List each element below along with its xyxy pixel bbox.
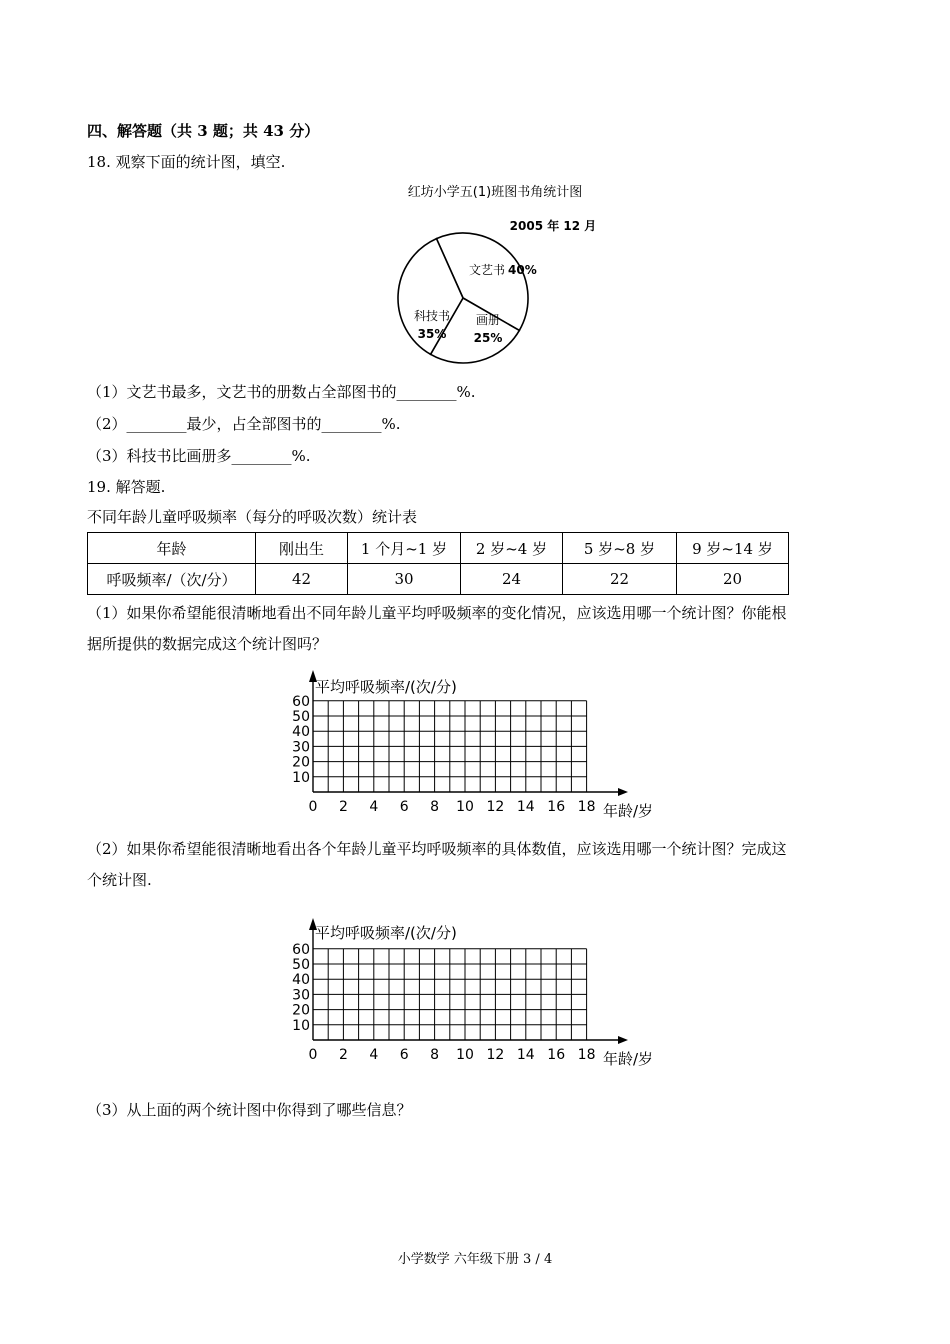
y-tick-label: 50 [292,957,310,973]
x-tick-label: 18 [577,1047,596,1063]
x-tick-label: 14 [516,1047,535,1063]
y-tick-label: 10 [292,769,310,786]
q19-sub3: （3）从上面的两个统计图中你得到了哪些信息？ [87,1101,412,1119]
x-tick-label: 6 [399,799,409,815]
x-axis-arrow [618,788,628,796]
breathing-rate-table [87,532,789,595]
y-tick-label: 60 [292,693,310,710]
slice-label-keji: 科技书 [413,309,451,323]
question-19-stem: 19. 解答题. [87,478,166,496]
grid-xlabel: 年龄/岁 [603,802,654,820]
pie-chart-title: 红坊小学五(1)班图书角统计图 [407,185,583,200]
page-footer: 小学数学 六年级下册 3 / 4 [397,1252,553,1267]
y-tick-label: 20 [292,1002,310,1019]
blank-grid-1 [283,662,668,822]
table-row [88,564,789,595]
x-tick-label: 16 [547,1047,566,1063]
pie-slices [398,233,528,363]
q19-sub2-line2: 个统计图. [87,871,152,889]
table-cell: 20 [677,564,789,595]
table-cell: 2 岁~4 岁 [461,533,563,564]
table-row [88,533,789,564]
blank-grid-2 [283,910,668,1070]
x-tick-label: 2 [338,1047,348,1063]
q19-sub1-line2: 据所提供的数据完成这个统计图吗？ [87,635,328,653]
slice-label-huace: 画册 [475,313,501,327]
grid-ylabel: 平均呼吸频率/(次/分) [315,924,457,942]
x-tick-label: 8 [430,799,440,815]
pie-chart [385,180,605,375]
table-cell: 5 岁~8 岁 [563,533,677,564]
grid-ylabel: 平均呼吸频率/(次/分) [315,678,457,696]
table-cell: 30 [348,564,461,595]
q19-sub2-line1: （2）如果你希望能很清晰地看出各个年龄儿童平均呼吸频率的具体数值，应该选用哪一个统计图？完成这 [87,840,787,858]
x-tick-label: 8 [430,1047,440,1063]
x-axis-arrow [618,1036,628,1044]
table-title: 不同年龄儿童呼吸频率（每分的呼吸次数）统计表 [87,508,418,526]
x-tick-label: 12 [486,799,505,815]
x-tick-label: 2 [338,799,348,815]
q18-sub1: （1）文艺书最多，文艺书的册数占全部图书的________%. [87,383,476,401]
section-heading: 四、解答题（共 3 题；共 43 分） [87,122,320,140]
x-tick-label: 0 [308,799,318,815]
y-tick-label: 50 [292,709,310,725]
x-tick-label: 18 [577,799,596,815]
x-tick-label: 16 [547,799,566,815]
x-tick-label: 6 [399,1047,409,1063]
table-cell: 9 岁~14 岁 [677,533,789,564]
x-tick-label: 0 [308,1047,318,1063]
x-tick-label: 10 [456,1047,474,1063]
question-18-stem: 18. 观察下面的统计图，填空. [87,153,286,171]
slice-pct-huace: 25% [473,331,503,345]
slice-label-wenyi: 文艺书 40% [469,263,537,277]
q18-sub3: （3）科技书比画册多________%. [87,447,311,465]
y-tick-label: 40 [292,972,310,989]
y-tick-label: 60 [292,941,310,958]
pie-chart-date: 2005 年 12 月 [509,219,597,233]
y-tick-label: 30 [292,739,310,756]
x-tick-label: 4 [369,1047,379,1063]
table-cell: 刚出生 [256,533,348,564]
table-cell: 42 [256,564,348,595]
x-tick-label: 4 [369,799,379,815]
y-tick-label: 10 [292,1017,310,1034]
x-tick-label: 14 [516,799,535,815]
table-cell: 24 [461,564,563,595]
q18-sub2: （2）________最少，占全部图书的________%. [87,415,401,433]
table-header-cell: 呼吸频率/（次/分） [88,564,256,595]
table-cell: 22 [563,564,677,595]
y-tick-label: 20 [292,754,310,771]
x-tick-label: 10 [456,799,474,815]
slice-pct-keji: 35% [417,327,447,341]
table-cell: 1 个月~1 岁 [348,533,461,564]
q19-sub1-line1: （1）如果你希望能很清晰地看出不同年龄儿童平均呼吸频率的变化情况，应该选用哪一个统计图？你能根 [87,604,787,622]
table-header-cell: 年龄 [88,533,256,564]
x-tick-label: 12 [486,1047,505,1063]
y-tick-label: 30 [292,987,310,1004]
y-tick-label: 40 [292,724,310,741]
grid-xlabel: 年龄/岁 [603,1050,654,1068]
